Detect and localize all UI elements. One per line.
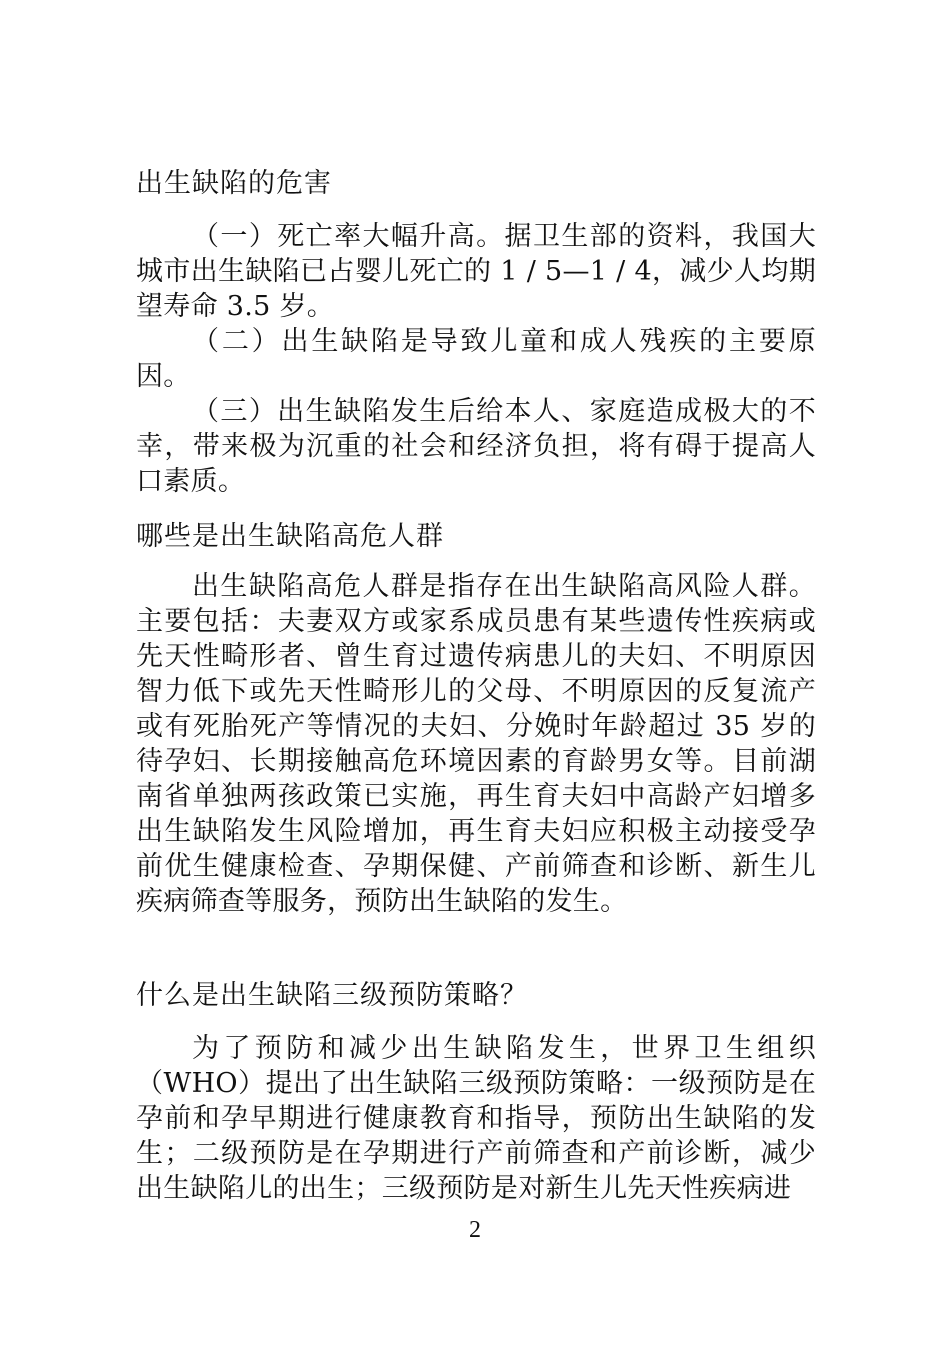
paragraph-harm-1: （一）死亡率大幅升高。据卫生部的资料，我国大城市出生缺陷已占婴儿死亡的 1 / 5—1 / 4，减少人均期望寿命 3.5 岁。 xyxy=(136,221,816,322)
section-body-prevention xyxy=(136,1031,816,1206)
paragraph-harm-3: （三）出生缺陷发生后给本人、家庭造成极大的不幸，带来极为沉重的社会和经济负担，将有碍于提高人口素质。 xyxy=(136,396,816,497)
section-body-high-risk xyxy=(136,569,816,919)
section-heading-prevention: 什么是出生缺陷三级预防策略？ xyxy=(136,980,528,1011)
paragraph-high-risk-1: 出生缺陷高危人群是指存在出生缺陷高风险人群。主要包括：夫妻双方或家系成员患有某些遗传性疾病或先天性畸形者、曾生育过遗传病患儿的夫妇、不明原因智力低下或先天性畸形儿的父母、不明原因的反复流产或有死胎死产等情况的夫妇、分娩时年龄超过 35 岁的待孕妇、长期接触高危环境因素的育龄男女等。目前湖南省单独两孩政策已实施，再生育夫妇中高龄产妇增多出生缺陷发生风险增加，再生育夫妇应积极主动接受孕前优生健康检查、孕期保健、产前筛查和诊断、新生儿疾病筛查等服务，预防出生缺陷的发生。 xyxy=(136,571,816,917)
section-body-harm xyxy=(136,219,816,499)
page-number: 2 xyxy=(469,1217,481,1243)
paragraph-harm-2: （二）出生缺陷是导致儿童和成人残疾的主要原因。 xyxy=(136,326,816,392)
section-heading-harm: 出生缺陷的危害 xyxy=(136,168,332,199)
paragraph-prevention-1: 为了预防和减少出生缺陷发生，世界卫生组织（WHO）提出了出生缺陷三级预防策略：一级预防是在孕前和孕早期进行健康教育和指导，预防出生缺陷的发生；二级预防是在孕期进行产前筛查和产前诊断，减少出生缺陷儿的出生；三级预防是对新生儿先天性疾病进 xyxy=(136,1033,816,1204)
section-heading-high-risk: 哪些是出生缺陷高危人群 xyxy=(136,521,444,552)
